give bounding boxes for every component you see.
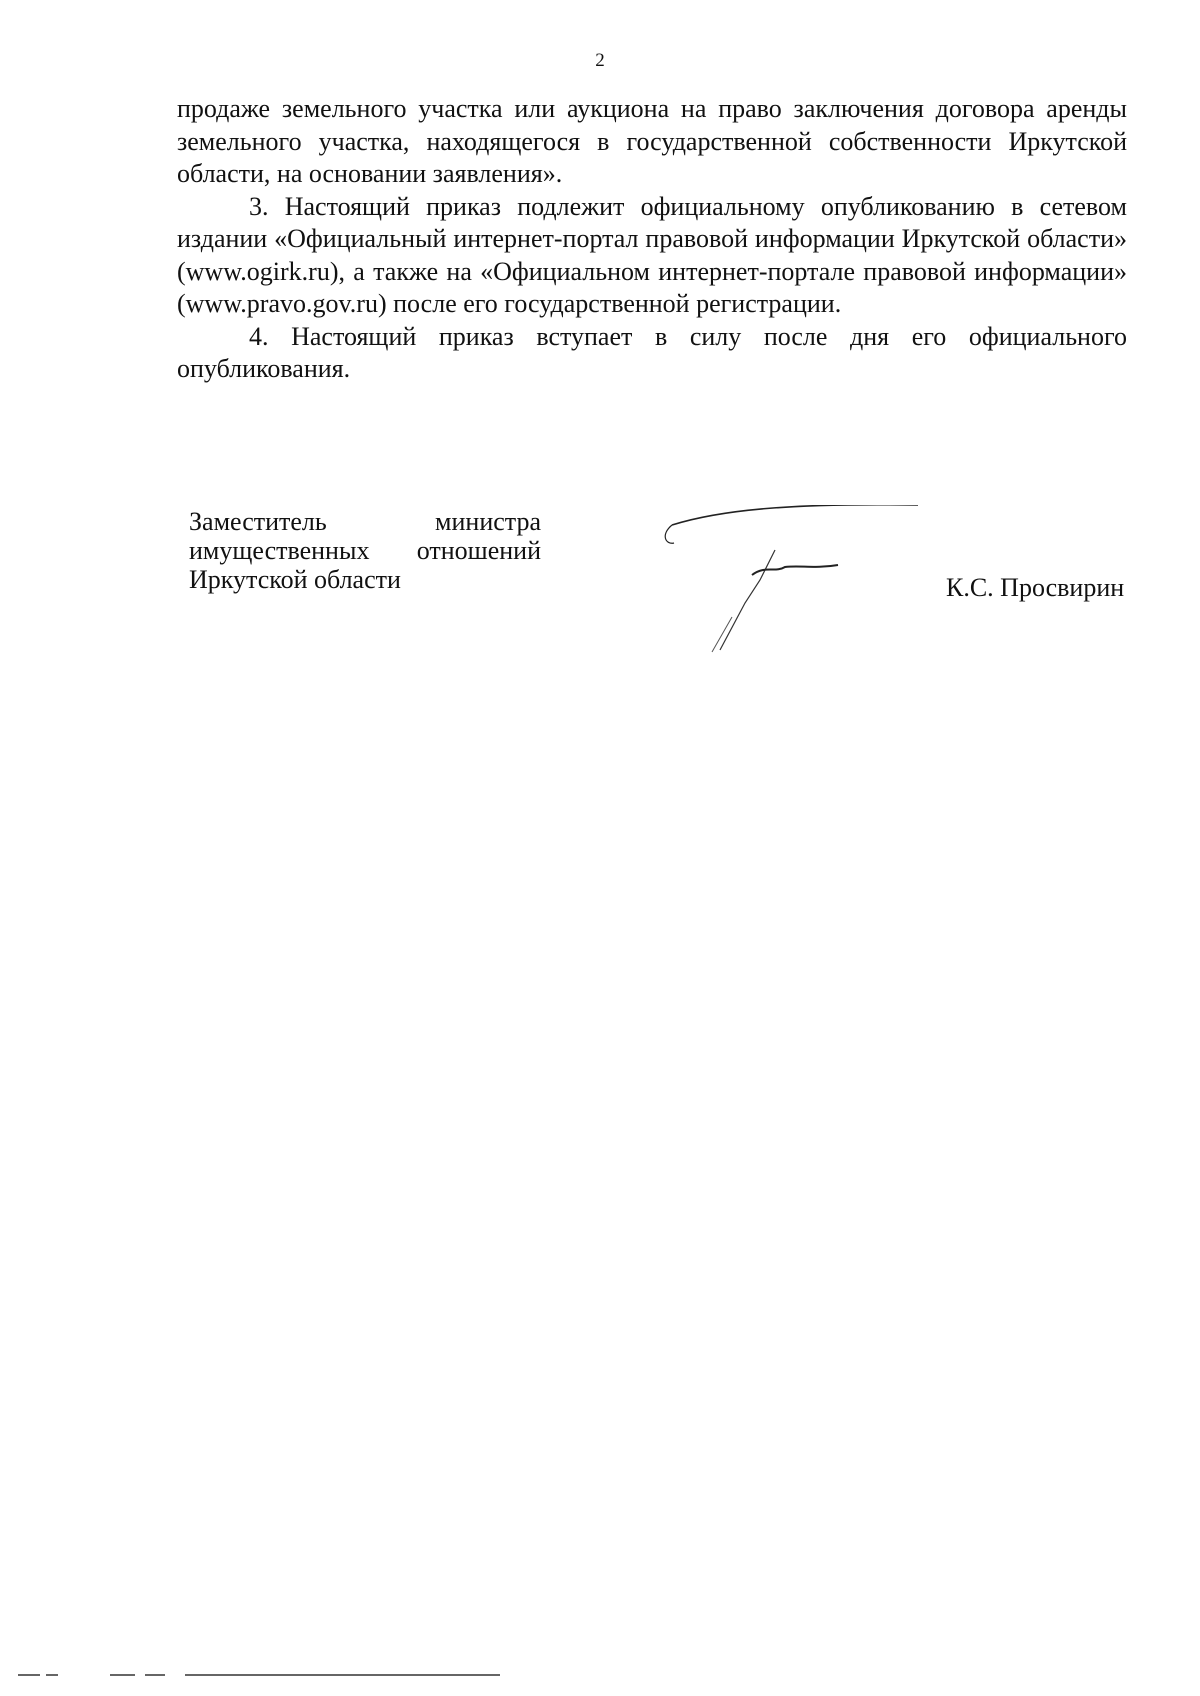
document-body <box>177 93 1127 386</box>
signature-stroke <box>752 565 838 575</box>
signature-stroke <box>672 505 918 525</box>
page-number: 2 <box>595 50 605 71</box>
signature-stroke <box>665 525 674 543</box>
position-line: Иркутской области <box>189 565 401 594</box>
handwritten-signature <box>660 505 920 685</box>
paragraph-publication: 3. Настоящий приказ подлежит официальному опубликованию в сетевом издании «Официальный интернет-портал правовой информации Иркутской области» (www.ogirk.ru), а также на «Официальном интернет-портале правовой информации» (www.pravo.gov.ru) после его государственной регистрации. <box>177 191 1127 318</box>
signature-stroke <box>720 550 775 650</box>
paragraph-effective-date: 4. Настоящий приказ вступает в силу после дня его официального опубликования. <box>177 321 1127 383</box>
signatory-position <box>189 507 541 594</box>
scan-edge-artifact <box>0 1670 520 1680</box>
paragraph-continuation: продаже земельного участка или аукциона на право заключения договора аренды земельного участка, находящегося в государственной собственности Иркутской области, на основании заявления». <box>177 94 1127 188</box>
position-line: имущественных отношений <box>189 536 541 565</box>
position-line: Заместитель министра <box>189 507 541 536</box>
signer-name: К.С. Просвирин <box>946 573 1125 602</box>
